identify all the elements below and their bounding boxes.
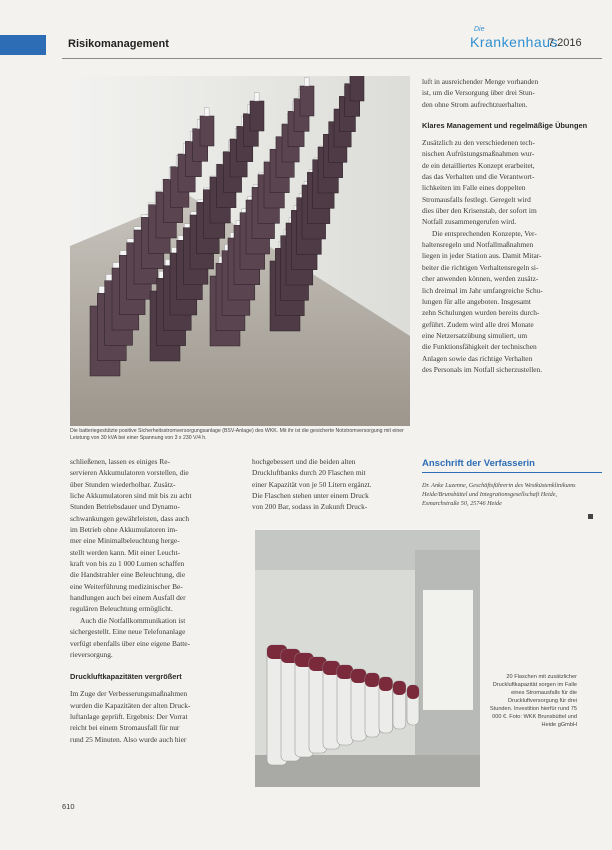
end-mark-icon [588,514,593,519]
text-line: cher anwenden können, werden zusätz- [422,274,539,284]
address-heading: Anschrift der Verfasserin [422,458,535,469]
text-line: lungen für alle angeboten. Insgesamt [422,296,531,306]
figure-caption-1: Die batteriegestützte positive Sicherheitsstromversorgungsanlage (BSV-Anlage) des WKK. Mit ihr ist die gesicherte Notstromversorgung mit einer Leistung von 30 kVA bei einer Spannung von 3 x 230 V/4 h. [70,428,404,441]
paragraph [422,76,602,110]
text-line: das das Verhalten und die Verantwort- [422,172,535,182]
address-rule [422,472,602,473]
text-line: die Funktionsfähigkeit der technischen [422,342,537,352]
text-line: eine Netzersatzübung simuliert, um [422,330,528,340]
text-line: wurden die Kapazitäten der alten Druck- [70,700,191,710]
cylinder-shoulder [337,665,353,679]
text-line: die Handstrahler eine Beleuchtung, die [70,570,186,580]
header-rule [62,58,602,59]
battery-cell [250,101,264,131]
text-line: Die Flaschen stehen unter einem Druck [252,491,369,501]
battery-cell [300,86,314,116]
text-line: liegen in jeder Station aus. Damit Mitar- [422,251,542,261]
text-line: Stromausfalls festlegt. Geregelt wird [422,194,531,204]
text-line: Zusätzlich zu den verschiedenen tech- [422,138,535,148]
text-line: kraft von bis zu 1 000 Lumen schaffen [70,559,185,569]
text-line: rund 25 Minuten. Also wurde auch hier [70,734,187,744]
text-line: sichergestellt. Eine neue Telefonanlage [70,627,186,637]
text-line: Stunden Betriebsdauer und Dynamo- [70,502,180,512]
paragraph [422,228,602,375]
text-line: reicht bei einem Stromausfall für nur [70,723,180,733]
text-line: Notfall zusammengerufen wird. [422,217,517,227]
logo-prefix: Die [474,26,485,33]
issue-number: 7.2016 [548,37,582,49]
text-line: den ohne Strom aufrechtzuerhalten. [422,99,528,109]
text-line: ist, um die Versorgung über drei Stun- [422,88,535,98]
text-line: Die entsprechenden Konzepte, Ver- [432,228,537,238]
text-line: eine Weiterführung medizinischer Be- [70,581,183,591]
text-line: regulären Beleuchtung ermöglicht. [70,604,173,614]
text-line: Druckluftbanks durch 20 Flaschen mit [252,468,366,478]
subheading: Klares Management und regelmäßige Übungen [422,121,588,131]
text-line: Anlagen sowie das richtige Verhalten [422,353,533,363]
text-line: lich dreimal im Jahr umfangreiche Schu- [422,285,543,295]
text-line: de ein detailliertes Konzept erarbeitet, [422,160,535,170]
paragraph [252,456,412,513]
gas-cylinders-photo [255,530,480,787]
paragraph [422,137,602,228]
text-line: nischen Aufrüstungsmaßnahmen wur- [422,149,535,159]
text-line: Im Zuge der Verbesserungsmaßnahmen [70,689,188,699]
battery-cap [204,108,209,116]
header-accent-bar [0,35,46,55]
text-line: servieren Akkumulatoren vorstellen, die [70,468,189,478]
text-line: haltensregeln und Notfallmaßnahmen [422,240,534,250]
text-line: im Betrieb ohne Akkumulatoren im- [70,525,178,535]
text-line: geführt. Zudem wird alle drei Monate [422,319,534,329]
text-line: mer eine Minimalbeleuchtung herge- [70,536,180,546]
column-3 [422,76,602,375]
cylinder-shoulder [407,685,419,699]
address-text: Dr. Anke Luzenne, Geschäftsführerin des Westküstenklinikums Heide/Brunsbüttel und Integrationsgesellschaft Heide, Esmarchstraße 50, 25746 Heide [422,482,576,507]
text-line: hochgebessert und die beiden alten [252,457,356,466]
text-line: über Stunden wiederholbar. Zusätz- [70,479,176,489]
text-line: luft in ausreichender Menge vorhanden [422,77,539,86]
column-2 [252,456,412,513]
text-line: rieversorgung. [70,649,113,659]
text-line: handlungen auch bei einem Ausfall der [70,593,186,603]
paragraph [70,456,246,615]
magazine-logo [470,26,559,50]
text-line: lichkeiten im Falle eines doppelten [422,183,526,193]
text-line: beiter die richtigen Verhaltensregeln si- [422,262,539,272]
cylinder-shoulder [379,677,393,691]
page-number: 610 [62,802,75,811]
section-title: Risikomanagement [68,38,169,50]
cylinder-shoulder [365,673,379,687]
text-line: stellt werden kann. Mit einer Leucht- [70,547,181,557]
battery-cap [304,78,309,86]
subheading: Druckluftkapazitäten vergrößert [70,672,182,682]
cylinder-shoulder [393,681,406,695]
text-line: luftanlage geprüft. Ergebnis: Der Vorrat [70,711,188,721]
text-line: einer Kapazität von je 50 Litern ergänzt. [252,479,372,489]
text-line: verfügt ebenfalls über eine eigene Batte- [70,638,191,648]
text-line: zehn Schulungen wurden bereits durch- [422,308,540,318]
cylinder-shoulder [351,669,366,683]
text-line: schwankungen gewährleisten, dass auch [70,513,190,523]
paragraph [70,688,246,745]
battery-cap [254,93,259,101]
text-line: schließenen, lassen es einiges Re- [70,457,170,466]
text-line: dies über den Krisenstab, der sofort im [422,206,537,216]
battery-photo [70,76,410,426]
battery-cell [200,116,214,146]
column-1 [70,456,246,745]
battery-cell [350,76,364,101]
text-line: des Personals im Notfall sicherzustellen. [422,364,543,374]
paragraph [70,615,246,660]
text-line: liche Akkumulatoren sind mit bis zu acht [70,491,192,501]
text-line: Auch die Notfallkommunikation ist [80,615,186,625]
text-line: von 200 Bar, sodass in Zukunft Druck- [252,502,368,512]
logo-text: Krankenhaus [470,34,559,50]
figure-caption-2: 20 Flaschen mit zusätzlicher Druckluftkapazität sorgen im Falle eines Stromausfalls für die Druckluftversorgung für drei Stunden. Investition hierfür rund 75 000 €. Foto: WKK Brunsbüttel und Heide gGmbH [489,674,577,728]
